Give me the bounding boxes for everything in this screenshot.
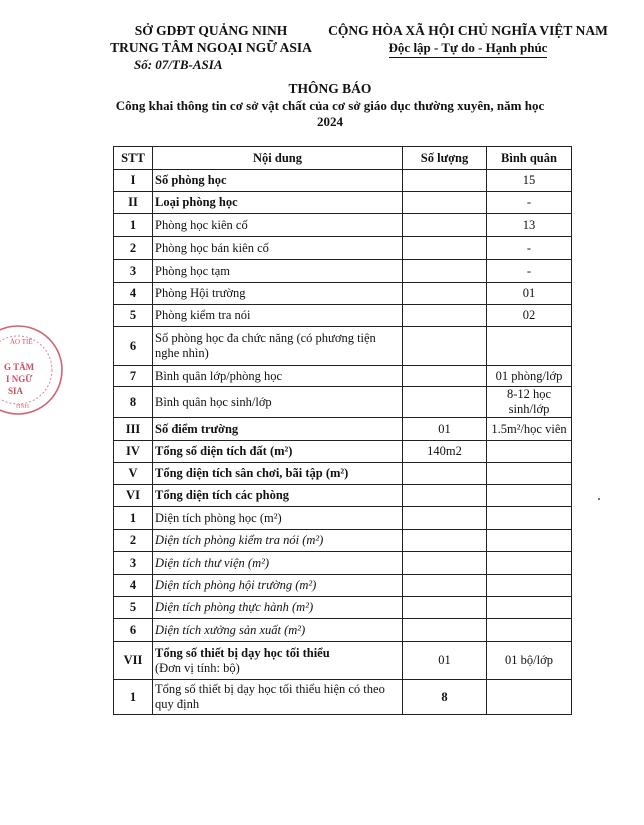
table-row <box>114 619 572 642</box>
row-content: Phòng Hội trường <box>153 283 403 305</box>
row-content: Tổng số thiết bị dạy học tối thiểu hiện có theo quy định <box>153 680 403 715</box>
row-content <box>153 642 403 680</box>
table-row <box>114 418 572 441</box>
table-row <box>114 260 572 283</box>
row-stt: 4 <box>114 283 153 305</box>
row-stt: 4 <box>114 575 153 597</box>
country-name: CỘNG HÒA XÃ HỘI CHỦ NGHĨA VIỆT NAM <box>328 23 608 38</box>
row-average <box>487 575 572 597</box>
row-content: Loại phòng học <box>153 192 403 214</box>
issuer-center: TRUNG TÂM NGOẠI NGỮ ASIA <box>110 40 312 55</box>
stamp-text-line1: G TÂM <box>4 362 35 372</box>
row-content: Số điểm trường <box>153 418 403 441</box>
stamp-text-line2: I NGỮ <box>6 374 33 384</box>
subtitle-line-2: 2024 <box>317 114 343 129</box>
row-quantity <box>403 552 487 575</box>
table-row <box>114 237 572 260</box>
row-stt: 1 <box>114 680 153 715</box>
row-stt: IV <box>114 441 153 463</box>
row-quantity <box>403 283 487 305</box>
document-number: Số: 07/TB-ASIA <box>134 57 223 72</box>
row-content-note: (Đơn vị tính: bộ) <box>155 660 240 675</box>
table-row <box>114 485 572 507</box>
row-content: Tổng số diện tích đất (m²) <box>153 441 403 463</box>
table-row <box>114 192 572 214</box>
row-stt: 6 <box>114 327 153 366</box>
row-average: 13 <box>487 214 572 237</box>
row-content: Diện tích xưởng sản xuất (m²) <box>153 619 403 642</box>
table-row <box>114 441 572 463</box>
row-content: Phòng học kiên cố <box>153 214 403 237</box>
issuer-department: SỞ GDĐT QUẢNG NINH <box>134 23 288 38</box>
row-quantity <box>403 530 487 552</box>
row-average <box>487 597 572 619</box>
table-row <box>114 305 572 327</box>
table-row <box>114 597 572 619</box>
row-content: Tổng diện tích các phòng <box>153 485 403 507</box>
table-row <box>114 463 572 485</box>
row-stt: 3 <box>114 552 153 575</box>
row-quantity <box>403 463 487 485</box>
row-content: Phòng kiểm tra nói <box>153 305 403 327</box>
table-row <box>114 530 572 552</box>
row-stt: 5 <box>114 597 153 619</box>
document-title: THÔNG BÁO <box>288 81 372 96</box>
header-average: Bình quân <box>487 147 572 170</box>
scan-speck <box>598 498 600 500</box>
row-average <box>487 507 572 530</box>
table-row <box>114 170 572 192</box>
row-quantity: 01 <box>403 642 487 680</box>
facilities-table <box>113 146 572 715</box>
issuer-block <box>96 22 326 73</box>
row-content: Phòng học tạm <box>153 260 403 283</box>
row-quantity <box>403 192 487 214</box>
national-header <box>318 22 618 58</box>
subtitle-line-1: Công khai thông tin cơ sở vật chất của cơ sở giáo dục thường xuyên, năm học <box>115 98 545 113</box>
stamp-text-bottom: HNH <box>16 404 29 410</box>
row-average: 1.5m²/học viên <box>487 418 572 441</box>
row-content-main: Tổng số thiết bị dạy học tối thiểu <box>155 645 330 660</box>
row-average: - <box>487 192 572 214</box>
table-row <box>114 575 572 597</box>
row-content: Bình quân lớp/phòng học <box>153 366 403 387</box>
row-quantity <box>403 260 487 283</box>
header-quantity: Số lượng <box>403 147 487 170</box>
row-quantity <box>403 305 487 327</box>
row-content: Tổng diện tích sân chơi, bãi tập (m²) <box>153 463 403 485</box>
row-quantity <box>403 170 487 192</box>
row-stt: 5 <box>114 305 153 327</box>
row-content: Diện tích phòng kiểm tra nói (m²) <box>153 530 403 552</box>
row-average: - <box>487 237 572 260</box>
table-row <box>114 507 572 530</box>
row-average <box>487 485 572 507</box>
table-row <box>114 366 572 387</box>
row-stt: 7 <box>114 366 153 387</box>
row-stt: 3 <box>114 260 153 283</box>
row-average <box>487 327 572 366</box>
header-stt: STT <box>114 147 153 170</box>
header-content: Nội dung <box>153 147 403 170</box>
row-quantity <box>403 214 487 237</box>
row-quantity <box>403 507 487 530</box>
row-stt: VI <box>114 485 153 507</box>
row-average <box>487 619 572 642</box>
row-quantity: 140m2 <box>403 441 487 463</box>
row-stt: 1 <box>114 214 153 237</box>
row-average: 15 <box>487 170 572 192</box>
row-content: Diện tích phòng hội trường (m²) <box>153 575 403 597</box>
row-quantity <box>403 327 487 366</box>
table-row <box>114 680 572 715</box>
table-header-row <box>114 147 572 170</box>
stamp-text-top: ÁO TIẾ <box>10 338 33 346</box>
row-stt: VII <box>114 642 153 680</box>
row-average: - <box>487 260 572 283</box>
row-content: Số phòng học đa chức năng (có phương tiện nghe nhìn) <box>153 327 403 366</box>
row-average: 01 bộ/lớp <box>487 642 572 680</box>
row-stt: III <box>114 418 153 441</box>
row-quantity <box>403 619 487 642</box>
row-average <box>487 680 572 715</box>
row-stt: 8 <box>114 387 153 418</box>
row-quantity: 8 <box>403 680 487 715</box>
row-content: Phòng học bán kiên cố <box>153 237 403 260</box>
row-quantity <box>403 485 487 507</box>
row-average: 02 <box>487 305 572 327</box>
row-stt: 2 <box>114 237 153 260</box>
table-row <box>114 387 572 418</box>
table-row <box>114 642 572 680</box>
row-stt: 1 <box>114 507 153 530</box>
row-content: Số phòng học <box>153 170 403 192</box>
row-stt: 6 <box>114 619 153 642</box>
row-average <box>487 530 572 552</box>
row-content: Bình quân học sinh/lớp <box>153 387 403 418</box>
row-content: Diện tích thư viện (m²) <box>153 552 403 575</box>
row-content: Diện tích phòng học (m²) <box>153 507 403 530</box>
row-quantity <box>403 575 487 597</box>
table-row <box>114 214 572 237</box>
row-content: Diện tích phòng thực hành (m²) <box>153 597 403 619</box>
row-average: 8-12 học sinh/lớp <box>487 387 572 418</box>
row-quantity <box>403 237 487 260</box>
table-row <box>114 552 572 575</box>
row-average <box>487 463 572 485</box>
row-average: 01 phòng/lớp <box>487 366 572 387</box>
table-row <box>114 327 572 366</box>
row-quantity <box>403 366 487 387</box>
row-stt: II <box>114 192 153 214</box>
row-quantity <box>403 387 487 418</box>
row-average <box>487 441 572 463</box>
table-row <box>114 283 572 305</box>
row-quantity <box>403 597 487 619</box>
row-average <box>487 552 572 575</box>
row-stt: V <box>114 463 153 485</box>
row-average: 01 <box>487 283 572 305</box>
row-stt: 2 <box>114 530 153 552</box>
national-motto: Độc lập - Tự do - Hạnh phúc <box>389 39 548 58</box>
red-seal-stamp <box>0 322 66 418</box>
document-subtitle <box>110 98 550 130</box>
row-quantity: 01 <box>403 418 487 441</box>
stamp-text-line3: SIA <box>8 386 24 396</box>
row-stt: I <box>114 170 153 192</box>
